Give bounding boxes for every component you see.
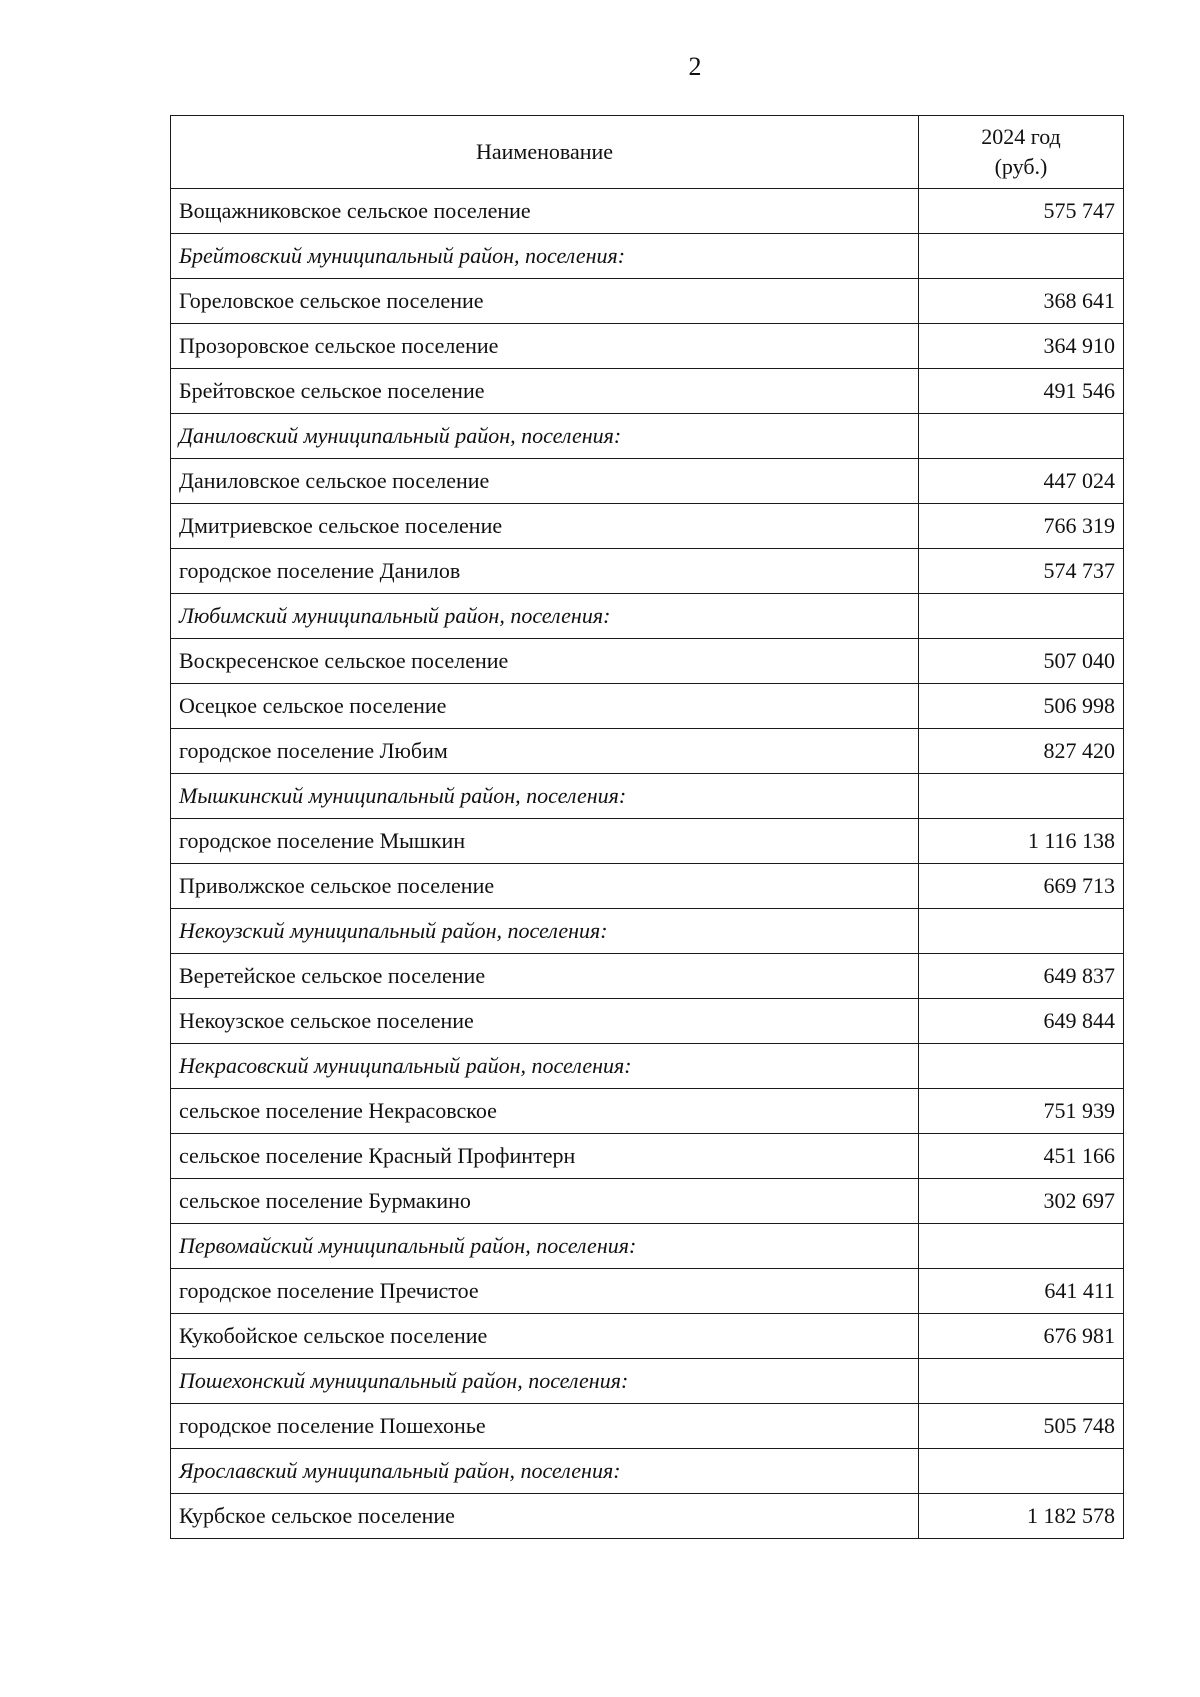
settlement-name: Воскресенское сельское поселение (171, 639, 919, 684)
district-group-row (171, 234, 1124, 279)
settlement-name: Вощажниковское сельское поселение (171, 189, 919, 234)
amount-2024: 649 844 (919, 999, 1124, 1044)
settlement-name: Веретейское сельское поселение (171, 954, 919, 999)
amount-2024 (919, 1224, 1124, 1269)
settlement-row (171, 324, 1124, 369)
amount-2024: 641 411 (919, 1269, 1124, 1314)
settlement-name: сельское поселение Красный Профинтерн (171, 1134, 919, 1179)
settlement-row (171, 549, 1124, 594)
header-unit-label: (руб.) (994, 154, 1048, 179)
settlement-row (171, 1494, 1124, 1539)
settlement-row (171, 999, 1124, 1044)
settlement-row (171, 369, 1124, 414)
amount-2024 (919, 414, 1124, 459)
settlement-row (171, 1134, 1124, 1179)
page-number: 2 (688, 52, 702, 81)
district-group-row (171, 1224, 1124, 1269)
settlement-row (171, 864, 1124, 909)
settlement-row (171, 1179, 1124, 1224)
settlement-row (171, 459, 1124, 504)
amount-2024 (919, 1044, 1124, 1089)
header-name: Наименование (171, 116, 919, 189)
amount-2024: 574 737 (919, 549, 1124, 594)
settlement-row (171, 954, 1124, 999)
district-name: Некрасовский муниципальный район, поселения: (171, 1044, 919, 1089)
amount-2024: 364 910 (919, 324, 1124, 369)
amount-2024: 1 182 578 (919, 1494, 1124, 1539)
settlement-name: сельское поселение Некрасовское (171, 1089, 919, 1134)
district-group-row (171, 1449, 1124, 1494)
amount-2024: 505 748 (919, 1404, 1124, 1449)
amount-2024 (919, 594, 1124, 639)
amount-2024: 1 116 138 (919, 819, 1124, 864)
district-group-row (171, 1044, 1124, 1089)
settlement-row (171, 729, 1124, 774)
settlement-name: сельское поселение Бурмакино (171, 1179, 919, 1224)
district-group-row (171, 774, 1124, 819)
settlement-name: Осецкое сельское поселение (171, 684, 919, 729)
settlement-name: Некоузское сельское поселение (171, 999, 919, 1044)
settlement-name: Брейтовское сельское поселение (171, 369, 919, 414)
amount-2024: 751 939 (919, 1089, 1124, 1134)
amount-2024: 368 641 (919, 279, 1124, 324)
amount-2024 (919, 774, 1124, 819)
district-group-row (171, 594, 1124, 639)
header-year-label: 2024 год (981, 124, 1061, 149)
district-group-row (171, 1359, 1124, 1404)
amount-2024: 302 697 (919, 1179, 1124, 1224)
amount-2024: 766 319 (919, 504, 1124, 549)
table-body (171, 189, 1124, 1539)
district-name: Любимский муниципальный район, поселения: (171, 594, 919, 639)
district-group-row (171, 414, 1124, 459)
settlement-row (171, 1314, 1124, 1359)
settlement-row (171, 639, 1124, 684)
district-name: Брейтовский муниципальный район, поселения: (171, 234, 919, 279)
amount-2024 (919, 1359, 1124, 1404)
settlement-row (171, 1404, 1124, 1449)
settlement-name: Курбское сельское поселение (171, 1494, 919, 1539)
settlement-name: городское поселение Данилов (171, 549, 919, 594)
settlement-row (171, 189, 1124, 234)
settlement-name: Приволжское сельское поселение (171, 864, 919, 909)
amount-2024: 669 713 (919, 864, 1124, 909)
settlement-row (171, 1089, 1124, 1134)
settlement-name: Прозоровское сельское поселение (171, 324, 919, 369)
amount-2024: 506 998 (919, 684, 1124, 729)
settlement-name: Дмитриевское сельское поселение (171, 504, 919, 549)
settlement-name: Кукобойское сельское поселение (171, 1314, 919, 1359)
amount-2024: 451 166 (919, 1134, 1124, 1179)
settlement-name: городское поселение Пречистое (171, 1269, 919, 1314)
district-name: Ярославский муниципальный район, поселения: (171, 1449, 919, 1494)
amount-2024: 649 837 (919, 954, 1124, 999)
district-name: Мышкинский муниципальный район, поселения: (171, 774, 919, 819)
amount-2024 (919, 234, 1124, 279)
table-header-row (171, 116, 1124, 189)
amount-2024: 827 420 (919, 729, 1124, 774)
amount-2024: 575 747 (919, 189, 1124, 234)
allocation-table (170, 115, 1124, 1539)
settlement-row (171, 279, 1124, 324)
amount-2024 (919, 909, 1124, 954)
district-name: Даниловский муниципальный район, поселения: (171, 414, 919, 459)
amount-2024: 447 024 (919, 459, 1124, 504)
amount-2024: 507 040 (919, 639, 1124, 684)
district-name: Некоузский муниципальный район, поселения: (171, 909, 919, 954)
district-name: Первомайский муниципальный район, поселения: (171, 1224, 919, 1269)
settlement-name: городское поселение Мышкин (171, 819, 919, 864)
settlement-name: городское поселение Пошехонье (171, 1404, 919, 1449)
district-group-row (171, 909, 1124, 954)
settlement-name: городское поселение Любим (171, 729, 919, 774)
header-year (919, 116, 1124, 189)
amount-2024: 676 981 (919, 1314, 1124, 1359)
amount-2024 (919, 1449, 1124, 1494)
amount-2024: 491 546 (919, 369, 1124, 414)
settlement-row (171, 504, 1124, 549)
settlement-row (171, 1269, 1124, 1314)
settlement-row (171, 684, 1124, 729)
settlement-name: Даниловское сельское поселение (171, 459, 919, 504)
settlement-row (171, 819, 1124, 864)
district-name: Пошехонский муниципальный район, поселения: (171, 1359, 919, 1404)
settlement-name: Гореловское сельское поселение (171, 279, 919, 324)
